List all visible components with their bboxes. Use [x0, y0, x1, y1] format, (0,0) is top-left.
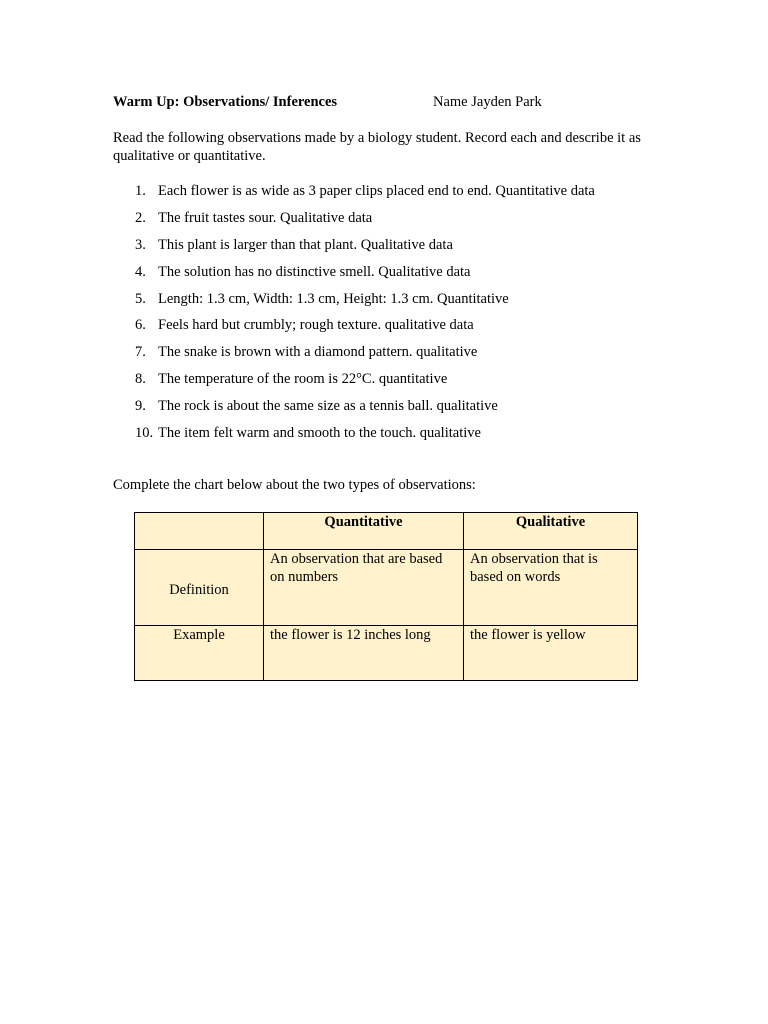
- item-text: Feels hard but crumbly; rough texture. qualitative data: [158, 317, 474, 334]
- item-number: 5.: [135, 290, 146, 307]
- qualitative-definition-cell: [464, 550, 638, 626]
- item-text: The rock is about the same size as a tennis ball. qualitative: [158, 398, 498, 415]
- chart-intro-text: Complete the chart below about the two types of observations:: [113, 477, 476, 493]
- cell-text: An observation that are based on numbers: [270, 551, 443, 585]
- worksheet-title: Warm Up: Observations/ Inferences: [113, 94, 338, 110]
- cell-text: Definition: [169, 581, 229, 598]
- item-number: 8.: [135, 371, 146, 388]
- cell-text: the flower is 12 inches long: [270, 627, 431, 643]
- item-number: 9.: [135, 398, 146, 415]
- quantitative-example-cell: [264, 626, 464, 681]
- item-number: 7.: [135, 344, 146, 361]
- table-row: [135, 626, 638, 681]
- header-cell-quantitative: Quantitative: [264, 513, 464, 550]
- item-text: This plant is larger than that plant. Qualitative data: [158, 236, 453, 253]
- item-number: 4.: [135, 263, 146, 280]
- instructions-text: Read the following observations made by a biology student. Record each and describe it as qualitative or quantitative.: [113, 130, 641, 164]
- student-name: Name Jayden Park: [433, 94, 542, 110]
- table-header-row: [135, 513, 638, 550]
- qualitative-example-cell: [464, 626, 638, 681]
- item-text: The temperature of the room is 22°C. quantitative: [158, 371, 448, 388]
- item-number: 10.: [135, 425, 154, 442]
- item-text: The fruit tastes sour. Qualitative data: [158, 209, 373, 226]
- header-line: [113, 94, 542, 111]
- observation-types-table: [134, 512, 638, 681]
- quantitative-definition-cell: [264, 550, 464, 626]
- item-number: 3.: [135, 236, 146, 253]
- cell-text: Example: [173, 627, 225, 643]
- header-cell-qualitative: Qualitative: [464, 513, 638, 550]
- item-text: The snake is brown with a diamond pattern. qualitative: [158, 344, 478, 361]
- row-label-example: [135, 626, 264, 681]
- table-row: [135, 550, 638, 626]
- item-number: 6.: [135, 317, 146, 334]
- item-text: Length: 1.3 cm, Width: 1.3 cm, Height: 1.3 cm. Quantitative: [158, 290, 509, 307]
- item-text: Each flower is as wide as 3 paper clips placed end to end. Quantitative data: [158, 183, 595, 199]
- item-text: The solution has no distinctive smell. Qualitative data: [158, 263, 471, 280]
- cell-text: the flower is yellow: [470, 627, 586, 643]
- item-number: 2.: [135, 209, 146, 226]
- cell-text: An observation that is based on words: [470, 551, 598, 585]
- row-label-definition: [135, 550, 264, 626]
- item-number: 1.: [135, 183, 146, 199]
- header-cell-empty: [135, 513, 264, 550]
- item-text: The item felt warm and smooth to the touch. qualitative: [158, 425, 481, 442]
